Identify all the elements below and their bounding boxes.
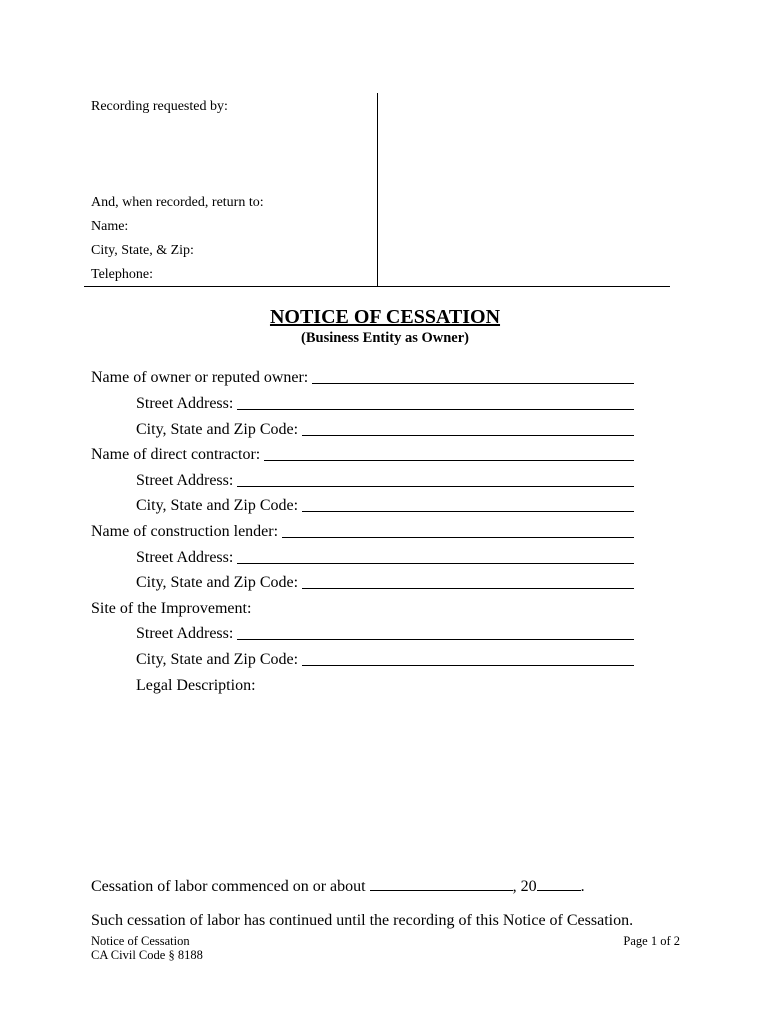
cessation-commenced-line xyxy=(91,876,585,896)
lender-name-field[interactable] xyxy=(282,537,634,538)
lender-city-field[interactable] xyxy=(302,588,634,589)
legal-description-row xyxy=(136,677,256,695)
lender-street-label: Street Address: xyxy=(136,549,234,566)
contractor-street-row xyxy=(136,472,634,490)
site-city-label: City, State and Zip Code: xyxy=(136,651,299,668)
lender-city-row xyxy=(136,574,634,592)
contractor-street-field[interactable] xyxy=(237,486,634,487)
site-label: Site of the Improvement: xyxy=(91,600,252,617)
owner-name-row xyxy=(91,369,634,387)
cessation-period: . xyxy=(580,878,585,895)
lender-street-field[interactable] xyxy=(237,563,634,564)
contractor-city-row xyxy=(136,497,634,515)
recording-divider-vertical xyxy=(377,93,378,286)
site-row xyxy=(91,600,251,618)
contractor-street-label: Street Address: xyxy=(136,472,234,489)
contractor-name-field[interactable] xyxy=(264,460,634,461)
lender-city-label: City, State and Zip Code: xyxy=(136,574,299,591)
footer-document-name: Notice of Cessation xyxy=(91,934,190,948)
lender-name-row xyxy=(91,523,634,541)
return-telephone-label: Telephone: xyxy=(91,267,153,282)
owner-city-label: City, State and Zip Code: xyxy=(136,421,299,438)
legal-description-label: Legal Description: xyxy=(136,677,256,694)
return-to-label: And, when recorded, return to: xyxy=(91,195,264,210)
cessation-year-field[interactable] xyxy=(537,876,581,891)
owner-street-row xyxy=(136,395,634,413)
footer-civil-code: CA Civil Code § 8188 xyxy=(91,948,203,962)
lender-street-row xyxy=(136,549,634,567)
owner-street-label: Street Address: xyxy=(136,395,234,412)
owner-name-field[interactable] xyxy=(312,383,634,384)
site-city-row xyxy=(136,651,634,669)
owner-name-label: Name of owner or reputed owner: xyxy=(91,369,309,386)
document-title: NOTICE OF CESSATION xyxy=(269,306,501,328)
owner-city-row xyxy=(136,421,634,439)
site-street-field[interactable] xyxy=(237,639,634,640)
recording-requested-by-label: Recording requested by: xyxy=(91,99,228,114)
owner-city-field[interactable] xyxy=(302,435,634,436)
cessation-year-prefix: , 20 xyxy=(512,878,537,895)
contractor-name-row xyxy=(91,446,634,464)
site-city-field[interactable] xyxy=(302,665,634,666)
footer-page-number: Page 1 of 2 xyxy=(623,934,680,948)
document-subtitle: (Business Entity as Owner) xyxy=(301,330,469,346)
recording-divider-horizontal xyxy=(84,286,670,287)
owner-street-field[interactable] xyxy=(237,409,634,410)
cessation-date-field[interactable] xyxy=(370,876,513,891)
cessation-continued-text: Such cessation of labor has continued until the recording of this Notice of Cessation. xyxy=(91,912,634,929)
return-name-label: Name: xyxy=(91,219,129,234)
contractor-city-label: City, State and Zip Code: xyxy=(136,497,299,514)
recording-block xyxy=(84,93,670,287)
lender-name-label: Name of construction lender: xyxy=(91,523,279,540)
site-street-row xyxy=(136,625,634,643)
return-city-label: City, State, & Zip: xyxy=(91,243,194,258)
cessation-prefix: Cessation of labor commenced on or about xyxy=(91,878,366,895)
contractor-name-label: Name of direct contractor: xyxy=(91,446,261,463)
site-street-label: Street Address: xyxy=(136,625,234,642)
contractor-city-field[interactable] xyxy=(302,511,634,512)
